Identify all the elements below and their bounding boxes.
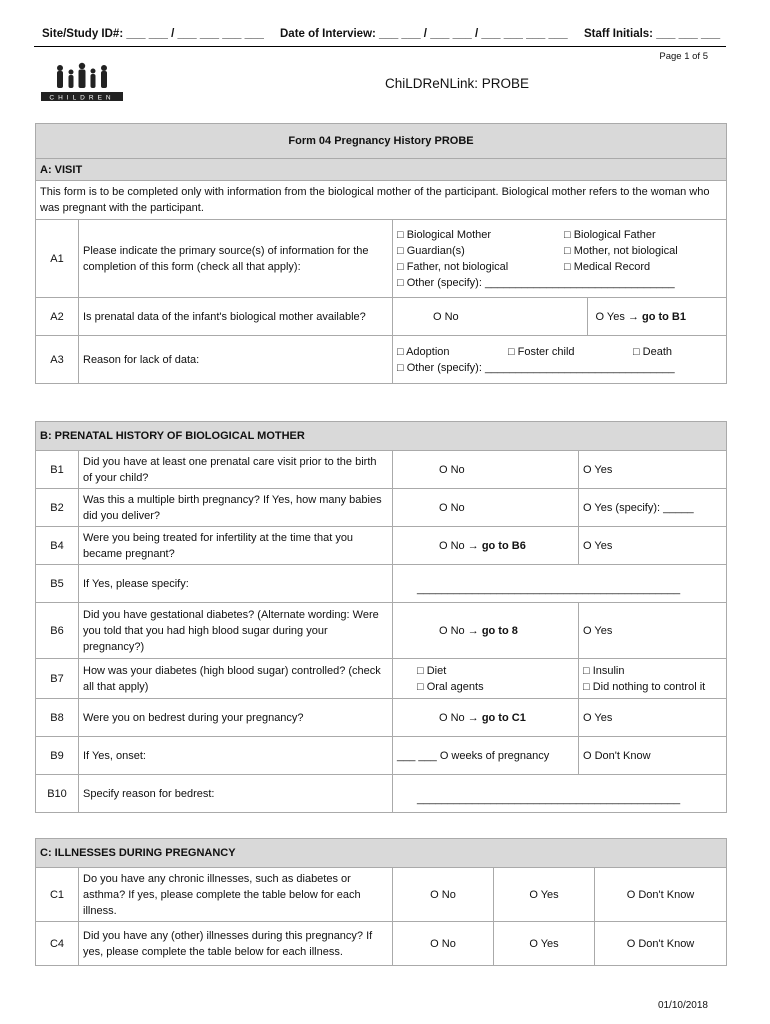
- section-c-heading: C: ILLNESSES DURING PREGNANCY: [36, 839, 727, 868]
- question-text: If Yes, please specify:: [79, 565, 393, 603]
- checkbox-foster-child[interactable]: □ Foster child: [507, 345, 575, 358]
- checkbox-adoption[interactable]: □ Adoption: [397, 345, 450, 358]
- question-code: B10: [36, 775, 79, 813]
- question-text: Did you have any (other) illnesses during this pregnancy? If yes, please complete the table below for each illness.: [79, 922, 393, 966]
- checkbox-oral-agents[interactable]: □ Oral agents: [417, 680, 484, 693]
- checkbox-father-not-biological[interactable]: □ Father, not biological: [397, 260, 509, 273]
- radio-no-option[interactable]: [393, 699, 579, 737]
- question-text: Specify reason for bedrest:: [79, 775, 393, 813]
- question-text: Was this a multiple birth pregnancy? If Yes, how many babies did you deliver?: [79, 489, 393, 527]
- page-number: Page 1 of 5: [659, 51, 708, 62]
- arrow-icon: →: [627, 310, 639, 323]
- question-code: A2: [36, 298, 79, 336]
- radio-yes[interactable]: O Yes: [595, 310, 625, 323]
- section-a-intro: This form is to be completed only with information from the biological mother of the participant. Biological mother refers to the woman who was pregnant with the participant.: [36, 181, 727, 220]
- question-text: If Yes, onset:: [79, 737, 393, 775]
- radio-dont-know[interactable]: O Don't Know: [595, 922, 727, 966]
- radio-no[interactable]: O No: [439, 711, 465, 724]
- b7-options-right: [579, 659, 727, 699]
- radio-yes[interactable]: O Yes: [579, 451, 727, 489]
- section-a-table: [35, 123, 727, 384]
- b7-options-left: [393, 659, 579, 699]
- radio-no-option[interactable]: [393, 603, 579, 659]
- form-title: Form 04 Pregnancy History PROBE: [36, 124, 727, 159]
- checkbox-biological-mother[interactable]: □ Biological Mother: [397, 228, 492, 241]
- radio-no[interactable]: O No: [393, 298, 588, 336]
- question-code: B9: [36, 737, 79, 775]
- checkbox-other-specify[interactable]: □ Other (specify): _______________________________: [397, 276, 675, 289]
- arrow-icon: →: [467, 711, 479, 724]
- skip-instruction: go to 8: [481, 624, 518, 637]
- question-text: Reason for lack of data:: [79, 336, 393, 384]
- radio-yes[interactable]: O Yes: [579, 603, 727, 659]
- question-text: Please indicate the primary source(s) of information for the completion of this form (check all that apply):: [79, 220, 393, 298]
- question-code: B5: [36, 565, 79, 603]
- checkbox-biological-father[interactable]: □ Biological Father: [564, 228, 656, 241]
- radio-yes[interactable]: O Yes: [494, 922, 595, 966]
- site-study-id-label: Site/Study ID#: ___ ___ / ___ ___ ___ ___: [42, 28, 264, 40]
- question-text: Did you have at least one prenatal care visit prior to the birth of your child?: [79, 451, 393, 489]
- logo-text: CHILDREN: [49, 94, 115, 102]
- skip-instruction: go to C1: [481, 711, 526, 724]
- checkbox-guardians[interactable]: □ Guardian(s): [397, 244, 465, 257]
- radio-no[interactable]: O No: [393, 922, 494, 966]
- weeks-of-pregnancy-field[interactable]: ___ ___ O weeks of pregnancy: [393, 737, 579, 775]
- radio-no[interactable]: O No: [393, 868, 494, 922]
- radio-yes[interactable]: O Yes: [494, 868, 595, 922]
- question-text: How was your diabetes (high blood sugar) controlled? (check all that apply): [79, 659, 393, 699]
- section-b-table: [35, 421, 727, 813]
- specify-answer-line[interactable]: ___________________________________________: [393, 565, 727, 603]
- bedrest-reason-line[interactable]: ___________________________________________: [393, 775, 727, 813]
- question-code: B4: [36, 527, 79, 565]
- a3-options: [393, 336, 727, 384]
- arrow-icon: →: [467, 624, 479, 637]
- radio-yes[interactable]: O Yes: [579, 527, 727, 565]
- radio-no[interactable]: O No: [439, 624, 465, 637]
- question-code: C4: [36, 922, 79, 966]
- question-text: Did you have gestational diabetes? (Alternate wording: Were you told that you had high blood sugar during your pregnancy?): [79, 603, 393, 659]
- arrow-icon: →: [467, 539, 479, 552]
- radio-dont-know[interactable]: O Don't Know: [579, 737, 727, 775]
- skip-instruction: go to B6: [481, 539, 526, 552]
- question-code: B8: [36, 699, 79, 737]
- skip-instruction: go to B1: [642, 310, 686, 323]
- section-c-table: [35, 838, 727, 966]
- radio-yes-specify[interactable]: O Yes (specify): _____: [579, 489, 727, 527]
- checkbox-medical-record[interactable]: □ Medical Record: [564, 260, 651, 273]
- checkbox-other-specify[interactable]: □ Other (specify): _______________________________: [397, 361, 675, 374]
- question-code: C1: [36, 868, 79, 922]
- page-title: ChiLDReNLink: PROBE: [384, 76, 530, 91]
- question-code: B7: [36, 659, 79, 699]
- checkbox-did-nothing[interactable]: □ Did nothing to control it: [583, 680, 706, 693]
- checkbox-mother-not-biological[interactable]: □ Mother, not biological: [564, 244, 678, 257]
- checkbox-insulin[interactable]: □ Insulin: [583, 664, 625, 677]
- question-code: A3: [36, 336, 79, 384]
- question-text: Were you being treated for infertility at the time that you became pregnant?: [79, 527, 393, 565]
- radio-yes[interactable]: O Yes: [579, 699, 727, 737]
- checkbox-diet[interactable]: □ Diet: [417, 664, 447, 677]
- form-header: [34, 26, 726, 47]
- checkbox-death[interactable]: □ Death: [632, 345, 672, 358]
- question-text: Do you have any chronic illnesses, such as diabetes or asthma? If yes, please complete the table below for each illness.: [79, 868, 393, 922]
- staff-initials-label: Staff Initials: ___ ___ ___: [584, 28, 721, 40]
- radio-no[interactable]: O No: [393, 451, 579, 489]
- date-of-interview-label: Date of Interview: ___ ___ / ___ ___ / ___ ___ ___ ___: [280, 28, 568, 40]
- radio-no[interactable]: O No: [439, 539, 465, 552]
- radio-dont-know[interactable]: O Don't Know: [595, 868, 727, 922]
- section-b-heading: B: PRENATAL HISTORY OF BIOLOGICAL MOTHER: [36, 422, 727, 451]
- question-code: A1: [36, 220, 79, 298]
- question-text: Is prenatal data of the infant's biological mother available?: [79, 298, 393, 336]
- footer-date: 01/10/2018: [657, 1000, 708, 1011]
- section-a-heading: A: VISIT: [36, 159, 727, 181]
- question-code: B6: [36, 603, 79, 659]
- radio-no[interactable]: O No: [393, 489, 579, 527]
- radio-yes-option[interactable]: [588, 298, 727, 336]
- radio-no-option[interactable]: [393, 527, 579, 565]
- question-code: B1: [36, 451, 79, 489]
- question-text: Were you on bedrest during your pregnancy?: [79, 699, 393, 737]
- question-code: B2: [36, 489, 79, 527]
- a1-options: [393, 220, 727, 298]
